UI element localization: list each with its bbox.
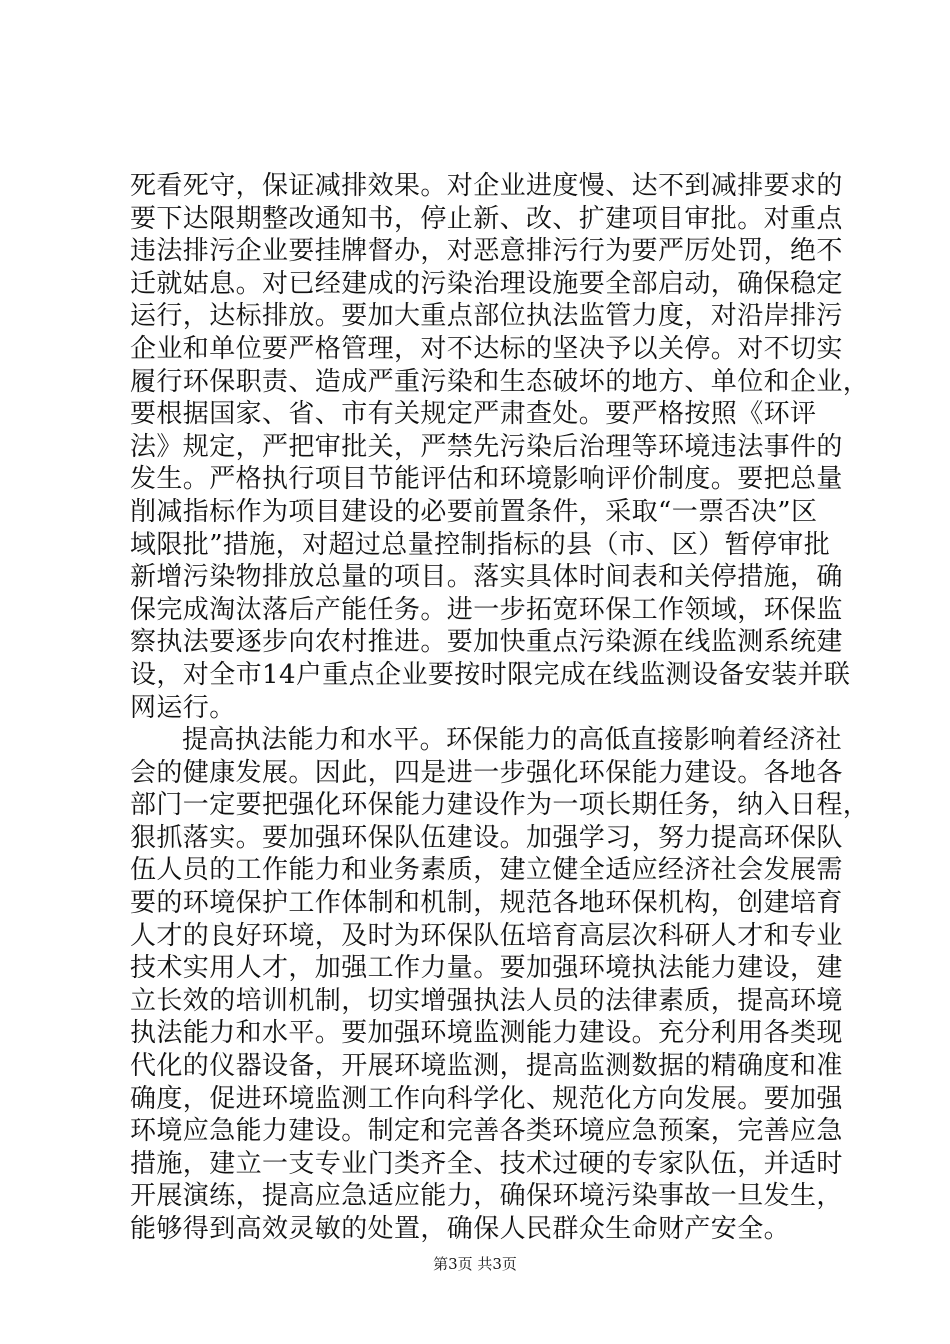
text-line: 技术实用人才，加强工作力量。要加强环境执法能力建设，建 [130, 953, 843, 984]
text-line: 企业和单位要严格管理，对不达标的坚决予以关停。对不切实 [130, 333, 843, 364]
text-line: 设，对全市14户重点企业要按时限完成在线监测设备安装并联 [130, 659, 851, 690]
text-line: 死看死守，保证减排效果。对企业进度慢、达不到减排要求的 [130, 171, 843, 201]
body-text [130, 170, 870, 1246]
text-line: 执法能力和水平。要加强环境监测能力建设。充分利用各类现 [130, 1018, 843, 1049]
page-number-label: 第3页 共3页 [433, 1255, 517, 1273]
text-line: 运行，达标排放。要加大重点部位执法监管力度，对沿岸排污 [130, 301, 843, 332]
page-footer [0, 1254, 950, 1274]
text-line: 保完成淘汰落后产能任务。进一步拓宽环保工作领域，环保监 [130, 594, 843, 625]
text-line: 伍人员的工作能力和业务素质，建立健全适应经济社会发展需 [130, 855, 843, 886]
text-line: 开展演练，提高应急适应能力，确保环境污染事故一旦发生， [130, 1181, 843, 1212]
text-line: 会的健康发展。因此，四是进一步强化环保能力建设。各地各 [130, 757, 843, 788]
text-line: 要根据国家、省、市有关规定严肃查处。要严格按照《环评 [130, 399, 817, 430]
text-line: 违法排污企业要挂牌督办，对恶意排污行为要严厉处罚，绝不 [130, 236, 843, 267]
text-line: 要的环境保护工作体制和机制，规范各地环保机构，创建培育 [130, 888, 843, 919]
text-line: 迁就姑息。对已经建成的污染治理设施要全部启动，确保稳定 [130, 268, 843, 299]
text-line: 部门一定要把强化环保能力建设作为一项长期任务，纳入日程， [130, 790, 870, 821]
text-line: 代化的仪器设备，开展环境监测，提高监测数据的精确度和准 [130, 1051, 843, 1082]
text-line: 新增污染物排放总量的项目。落实具体时间表和关停措施，确 [130, 562, 843, 593]
text-line: 立长效的培训机制，切实增强执法人员的法律素质，提高环境 [130, 985, 843, 1016]
text-line: 察执法要逐步向农村推进。要加快重点污染源在线监测系统建 [130, 627, 843, 658]
text-line: 削减指标作为项目建设的必要前置条件，采取“一票否决”区 [130, 496, 818, 527]
text-line: 狠抓落实。要加强环保队伍建设。加强学习，努力提高环保队 [130, 822, 843, 853]
text-line: 发生。严格执行项目节能评估和环境影响评价制度。要把总量 [130, 464, 843, 495]
paragraph-first-line: 提高执法能力和水平。环保能力的高低直接影响着经济社 [182, 725, 843, 756]
text-line: 法》规定，严把审批关，严禁先污染后治理等环境违法事件的 [130, 431, 843, 462]
text-line: 人才的良好环境，及时为环保队伍培育高层次科研人才和专业 [130, 920, 843, 951]
text-line: 环境应急能力建设。制定和完善各类环境应急预案，完善应急 [130, 1116, 843, 1147]
text-line: 措施，建立一支专业门类齐全、技术过硬的专家队伍，并适时 [130, 1148, 843, 1179]
text-line: 履行环保职责、造成严重污染和生态破坏的地方、单位和企业， [130, 366, 870, 397]
text-line: 网运行。 [130, 692, 236, 723]
text-line: 要下达限期整改通知书，停止新、改、扩建项目审批。对重点 [130, 203, 843, 234]
text-line: 域限批”措施，对超过总量控制指标的县（市、区）暂停审批 [130, 529, 831, 560]
text-line: 确度，促进环境监测工作向科学化、规范化方向发展。要加强 [130, 1083, 843, 1114]
text-line: 能够得到高效灵敏的处置，确保人民群众生命财产安全。 [130, 1214, 791, 1244]
